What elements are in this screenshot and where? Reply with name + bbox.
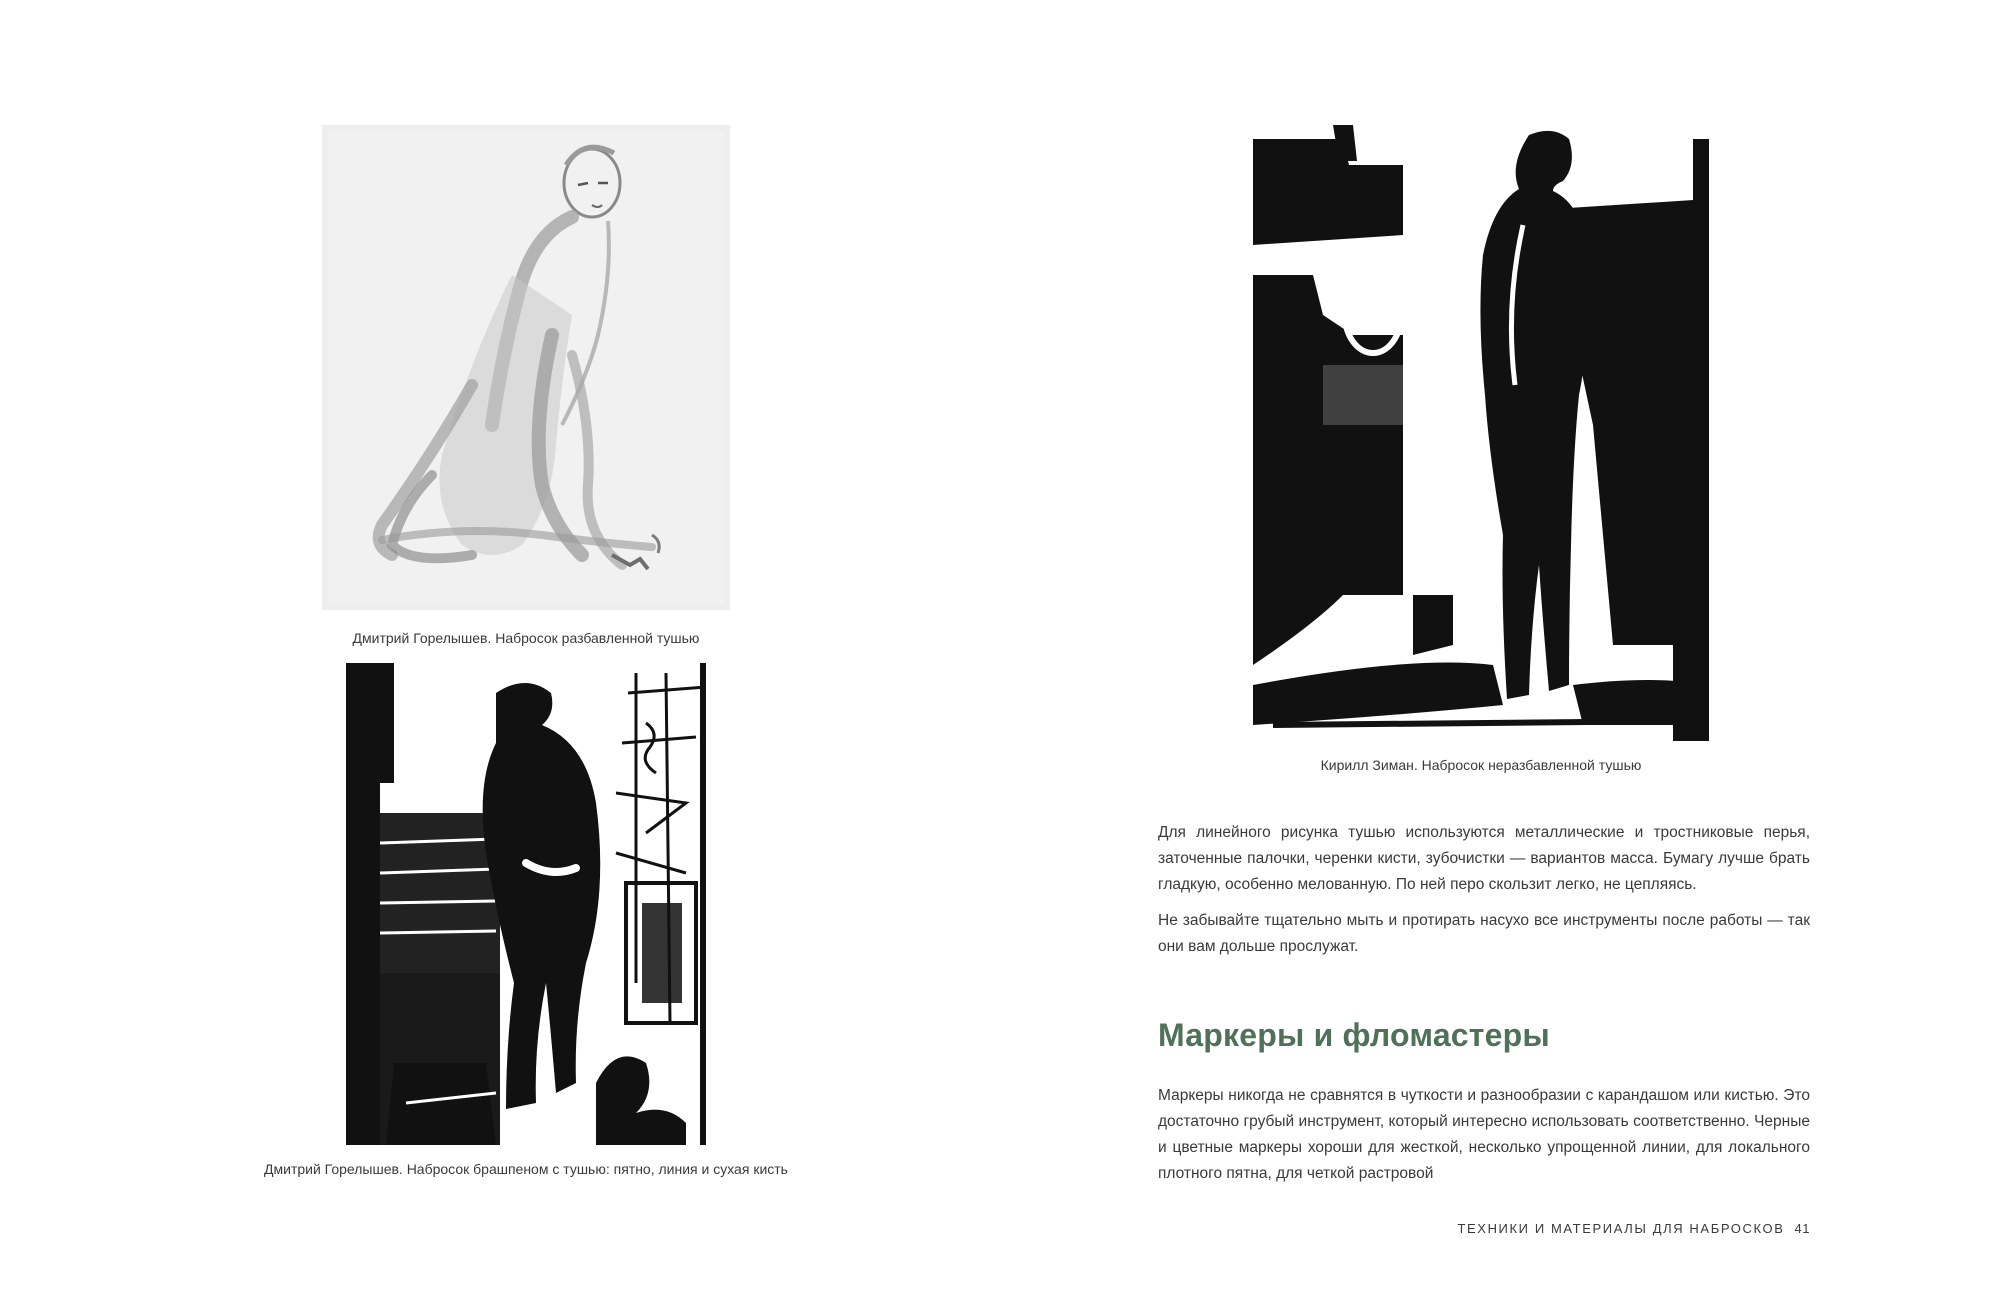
paragraph: Не забывайте тщательно мыть и протирать насухо все инструменты после работы — так они вам дольше прослужат.	[1158, 912, 1810, 955]
right-page	[1000, 0, 2000, 1299]
page-number: 41	[1794, 1221, 1810, 1236]
paragraph: Маркеры никогда не сравнятся в чуткости и разнообразии с карандашом или кистью. Это достаточно грубый инструмент, который интересно использовать соответственно. Черные и цветные маркеры хороши для жесткой, несколько упрощенной линии, для локального плотного пятна, для четкой растровой	[1158, 1087, 1810, 1182]
figure-caption: Дмитрий Горелышев. Набросок разбавленной тушью	[352, 630, 700, 646]
running-footer	[1457, 1221, 1810, 1236]
section-body-text	[1158, 1083, 1810, 1197]
wash-ink-figure-sketch-icon	[322, 125, 730, 610]
figure-caption: Дмитрий Горелышев. Набросок брашпеном с тушью: пятно, линия и сухая кисть	[264, 1161, 788, 1177]
section-heading: Маркеры и фломастеры	[1158, 1017, 1550, 1053]
brush-ink-figure-sketch-icon	[346, 663, 706, 1145]
figure-caption: Кирилл Зиман. Набросок неразбавленной тушью	[1320, 757, 1642, 773]
footer-title: ТЕХНИКИ И МАТЕРИАЛЫ ДЛЯ НАБРОСКОВ	[1457, 1221, 1785, 1236]
undiluted-ink-figure-sketch-icon	[1253, 125, 1709, 741]
paragraph: Для линейного рисунка тушью используются металлические и тростниковые перья, заточенные палочки, черенки кисти, зубочистки — вариантов масса. Бумагу лучше брать гладкую, особенно мелованную. По ней перо скользит легко, не цепляясь.	[1158, 824, 1810, 893]
body-text	[1158, 820, 1810, 970]
